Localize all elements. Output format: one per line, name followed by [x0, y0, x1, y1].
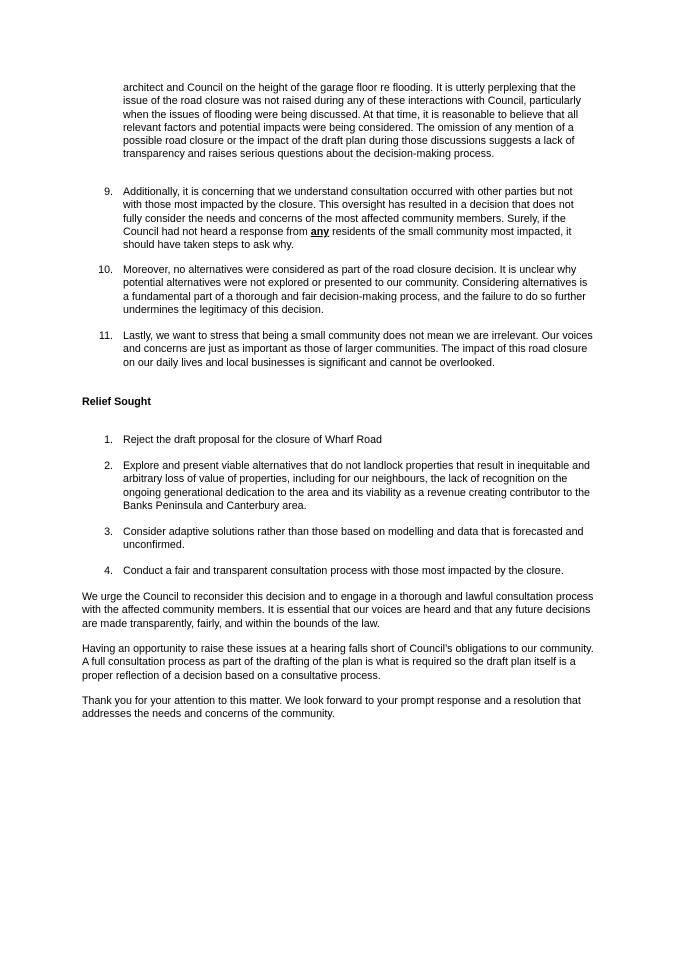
relief-text: Conduct a fair and transparent consultation process with those most impacted by the closure.: [123, 565, 564, 577]
point-text-before: Additionally, it is concerning that we understand consultation occurred with other parties but not with those most impacted by the closure. This oversight has resulted in a decision that does not fully consider the needs and concerns of the most affected community members. Surely, if the Council had not heard a response from: [123, 186, 574, 238]
closing-paragraph: Having an opportunity to raise these issues at a hearing falls short of Council’s obligations to our community. A full consultation process as part of the drafting of the plan is what is required so the draft plan itself is a proper reflection of a decision based on a consultative process.: [82, 643, 594, 682]
point-number: 9.: [104, 186, 113, 198]
relief-number: 1.: [104, 434, 113, 446]
closing-paragraph: Thank you for your attention to this matter. We look forward to your prompt response and a resolution that addresses the needs and concerns of the community.: [82, 695, 581, 721]
point-text-after: residents of the small community most impacted, it should have taken steps to ask why.: [123, 225, 572, 252]
point-number: 10.: [98, 264, 113, 276]
relief-sought-heading: Relief Sought: [82, 396, 151, 408]
point-number: 11.: [98, 330, 113, 342]
relief-number: 4.: [104, 565, 113, 577]
relief-number: 3.: [104, 526, 113, 538]
relief-text: Explore and present viable alternatives that do not landlock properties that result in inequitable and arbitrary loss of value of properties, including for our neighbours, the lack of recognition on the ongoing generational dedication to the area and its viability as a revenue creating contributor to the Banks Peninsula and Canterbury area.: [123, 460, 590, 512]
point-text: Lastly, we want to stress that being a small community does not mean we are irrelevant. Our voices and concerns are just as important as those of larger communities. The impact of this road closure on our daily lives and local businesses is significant and cannot be overlooked.: [123, 330, 593, 369]
relief-text: Reject the draft proposal for the closure of Wharf Road: [123, 434, 383, 446]
point-text: Moreover, no alternatives were considered as part of the road closure decision. It is unclear why potential alternatives were not explored or presented to our community. Considering alternatives is a fundamental part of a thorough and fair decision-making process, and the failure to do so further undermines the legitimacy of this decision.: [123, 264, 588, 316]
point-text: [123, 186, 593, 252]
continuation-paragraph: architect and Council on the height of the garage floor re flooding. It is utterly perplexing that the issue of the road closure was not raised during any of these interactions with Council, particularly when the issues of flooding were being discussed. At that time, it is reasonable to believe that all relevant factors and potential impacts were being considered. The omission of any mention of a possible road closure or the impact of the draft plan during those discussions suggests a lack of transparency and raises serious questions about the decision-making process.: [123, 82, 582, 161]
point-emphasis: any: [310, 225, 330, 238]
relief-text: Consider adaptive solutions rather than those based on modelling and data that is forecasted and unconfirmed.: [123, 526, 584, 552]
closing-paragraph: We urge the Council to reconsider this decision and to engage in a thorough and lawful consultation process with the affected community members. It is essential that our voices are heard and that any future decisions are made transparently, fairly, and within the bounds of the law.: [82, 591, 594, 630]
relief-number: 2.: [104, 460, 113, 472]
